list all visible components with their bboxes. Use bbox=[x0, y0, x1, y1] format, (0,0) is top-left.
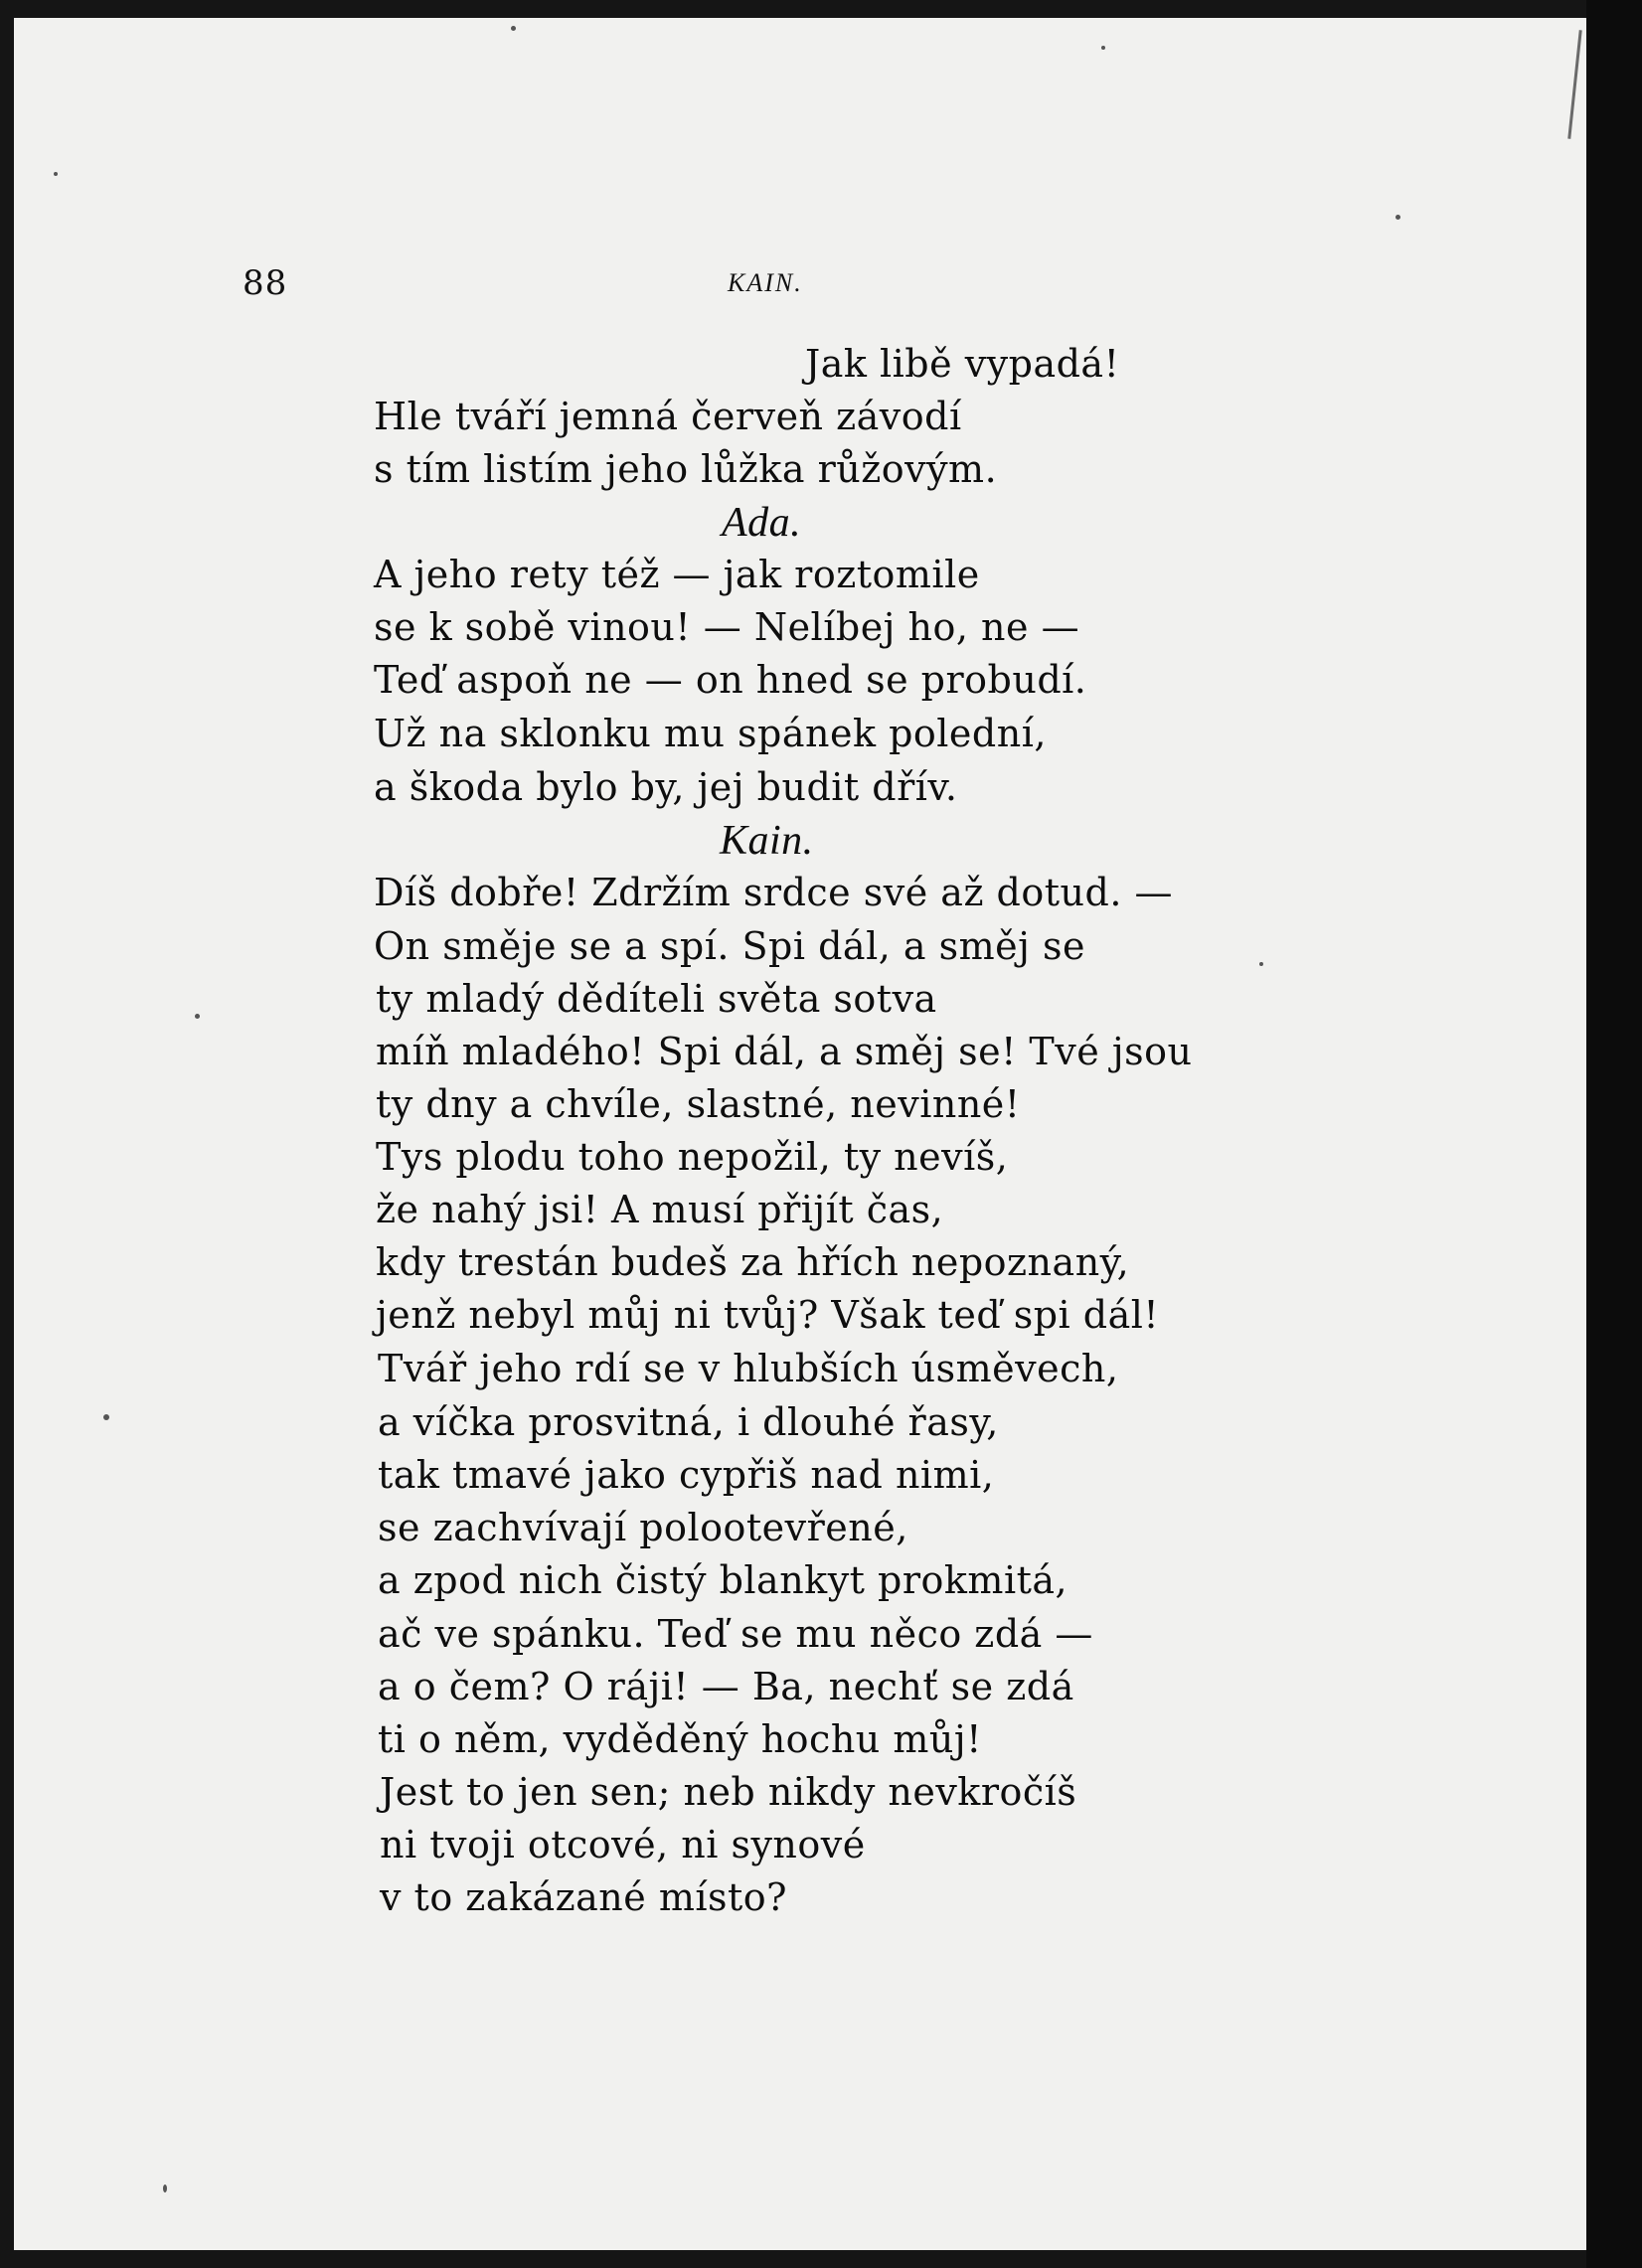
paper-speck bbox=[1259, 962, 1263, 966]
poem-line: A jeho rety též — jak roztomile bbox=[374, 553, 980, 596]
paper-speck bbox=[511, 26, 516, 31]
poem-line: a víčka prosvitná, i dlouhé řasy, bbox=[378, 1400, 999, 1444]
poem-line: Tys plodu toho nepožil, ty nevíš, bbox=[376, 1135, 1009, 1179]
paper-speck bbox=[1101, 46, 1105, 50]
poem-line: tak tmavé jako cypřiš nad nimi, bbox=[378, 1453, 995, 1497]
speaker-name: Kain. bbox=[720, 818, 814, 864]
poem-line: kdy trestán budeš za hřích nepoznaný, bbox=[376, 1240, 1130, 1284]
paper-speck bbox=[1396, 215, 1400, 220]
poem-line: ty mladý dědíteli světa sotva bbox=[376, 977, 937, 1021]
poem-line: On směje se a spí. Spi dál, a směj se bbox=[374, 924, 1086, 968]
poem-line: a škoda bylo by, jej budit dřív. bbox=[374, 765, 958, 809]
poem-line: ni tvoji otcové, ni synové bbox=[380, 1823, 866, 1866]
paper-speck bbox=[54, 172, 58, 176]
poem-line: Díš dobře! Zdržím srdce své až dotud. — bbox=[374, 871, 1173, 914]
poem-line: Teď aspoň ne — on hned se probudí. bbox=[374, 658, 1087, 702]
poem-line: jenž nebyl můj ni tvůj? Však teď spi dál! bbox=[376, 1293, 1160, 1337]
paper-speck bbox=[195, 1014, 200, 1019]
poem-line: Jest to jen sen; neb nikdy nevkročíš bbox=[380, 1770, 1077, 1814]
poem-line: a o čem? O ráji! — Ba, nechť se zdá bbox=[378, 1665, 1074, 1708]
poem-line: v to zakázané místo? bbox=[380, 1875, 788, 1919]
poem-line: ti o něm, vyděděný hochu můj! bbox=[378, 1717, 982, 1761]
poem-line: že nahý jsi! A musí přijít čas, bbox=[376, 1188, 944, 1231]
page-number: 88 bbox=[243, 263, 288, 303]
poem-line: se zachvívají polootevřené, bbox=[378, 1506, 908, 1549]
scan-border bbox=[1586, 0, 1642, 2268]
poem-line: ty dny a chvíle, slastné, nevinné! bbox=[376, 1082, 1021, 1126]
poem-line: se k sobě vinou! — Nelíbej ho, ne — bbox=[374, 605, 1080, 649]
book-page bbox=[14, 18, 1586, 2250]
poem-line: Tvář jeho rdí se v hlubších úsměvech, bbox=[378, 1347, 1119, 1390]
poem-line: Už na sklonku mu spánek polední, bbox=[374, 712, 1047, 755]
poem-line: s tím listím jeho lůžka růžovým. bbox=[374, 447, 998, 491]
poem-line: míň mladého! Spi dál, a směj se! Tvé jsou bbox=[376, 1030, 1193, 1073]
poem-line: Hle tváří jemná červeň závodí bbox=[374, 395, 962, 438]
poem-line: ač ve spánku. Teď se mu něco zdá — bbox=[378, 1612, 1093, 1656]
speaker-name: Ada. bbox=[722, 500, 802, 546]
poem-line: Jak libě vypadá! bbox=[805, 342, 1120, 386]
running-title: KAIN. bbox=[728, 268, 803, 297]
paper-speck bbox=[103, 1414, 109, 1420]
paper-speck bbox=[163, 2185, 167, 2192]
poem-line: a zpod nich čistý blankyt prokmitá, bbox=[378, 1558, 1068, 1602]
